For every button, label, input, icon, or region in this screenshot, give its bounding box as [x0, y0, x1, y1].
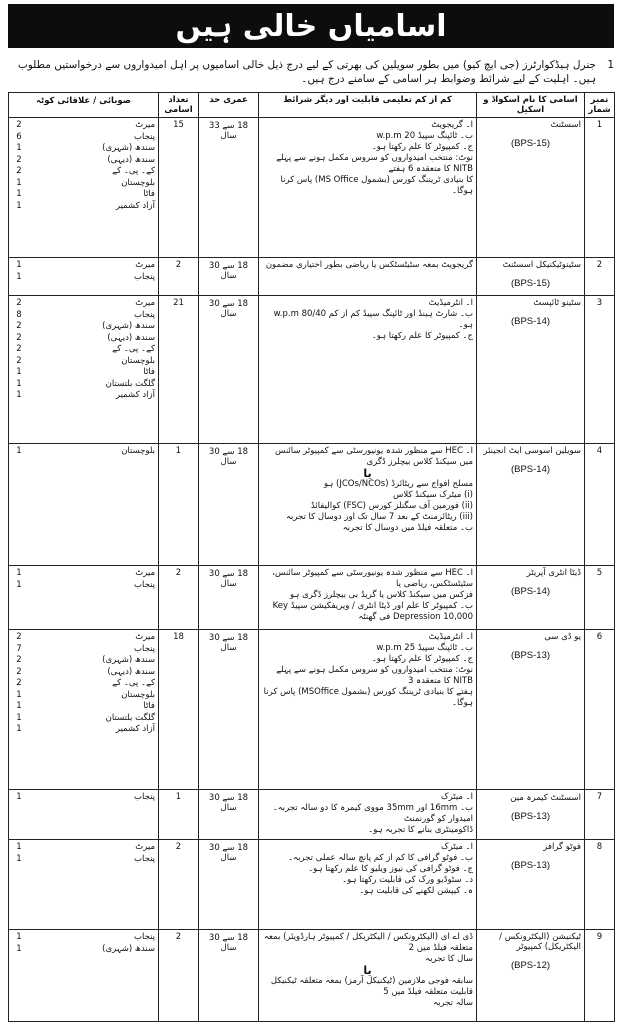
qualification-line: ج۔ کمپیوٹر کا علم رکھتا ہو۔: [371, 142, 473, 152]
quota-region: آزاد کشمیر: [115, 200, 155, 211]
table-row: [9, 296, 615, 444]
quota-count: 2: [16, 332, 22, 343]
quota-count: 1: [16, 271, 22, 282]
quota-region: میرٹ: [135, 632, 155, 642]
quota-item: [12, 944, 155, 956]
quota-count: 7: [16, 643, 22, 654]
quota-count: 2: [16, 154, 22, 165]
table-row: [9, 258, 615, 296]
quota-region: سندھ (شہری): [102, 321, 155, 331]
cell-serial: 1: [585, 118, 615, 258]
qualification-line: ب۔ شارٹ ہینڈ اور ٹائپنگ سپیڈ کم از کم 80/40 w.p.m ہو۔: [273, 309, 473, 330]
header-serial: نمبر شمار: [585, 93, 615, 118]
quota-region: سندھ (دیہی): [107, 332, 155, 343]
quota-item: [12, 667, 155, 679]
cell-serial: 8: [585, 840, 615, 930]
quota-item: [12, 344, 155, 356]
qualification-line: کا بنیادی ٹریننگ کورس (بشمول MS Office) پاس کرنا ہوگا۔: [280, 175, 473, 196]
table-row: [9, 930, 615, 1022]
quota-count: 1: [16, 367, 22, 377]
qualification-line: ب۔ فوٹو گرافی کا کم از کم پانچ سالہ عملی تجربہ۔: [288, 853, 473, 863]
table-row: [9, 566, 615, 630]
cell-count: 15: [159, 118, 199, 258]
quota-item: [12, 189, 155, 201]
post-scale: (BPS-13): [510, 650, 551, 661]
quota-count: 1: [16, 260, 22, 270]
post-name: سٹینو ٹائپسٹ: [533, 298, 581, 308]
quota-item: [12, 260, 155, 272]
quota-count: 1: [16, 932, 22, 942]
quota-region: بلوچستان: [121, 177, 155, 188]
quota-count: 1: [16, 701, 22, 711]
intro-number: 1: [607, 59, 614, 71]
qualification-line: ہ۔ کیپشن لکھنے کی قابلیت ہو۔: [359, 886, 473, 896]
cell-post: [477, 258, 585, 296]
qualification-line: ا۔ انٹرمیڈیٹ: [428, 632, 473, 642]
cell-qualification: [259, 258, 477, 296]
quota-region: پنجاب: [133, 579, 155, 590]
quota-region: میرٹ: [135, 298, 155, 308]
quota-region: گلگت بلتستان: [105, 378, 155, 389]
quota-count: 1: [16, 853, 22, 864]
table-row: [9, 118, 615, 258]
cell-qualification: [259, 930, 477, 1022]
cell-qualification: [259, 444, 477, 566]
quota-count: 1: [16, 842, 22, 852]
intro-text: جنرل ہیڈکوارٹرز (جی ایچ کیو) میں بطور سویلین کی بھرتی کے لیے درج ذیل خالی اسامیوں پر اہل امیدواروں سے درخواستیں مطلوب ہیں۔ اہلیت کے لیے شرائط وضوابط ہر اسامی کے سامنے درج ہیں۔: [17, 59, 596, 85]
quota-item: [12, 321, 155, 333]
header-qualification: کم از کم تعلیمی قابلیت اور دیگر شرائط: [259, 93, 477, 118]
qualification-line: ڈاکومینٹری بنانے کا تجربہ ہو۔: [368, 825, 473, 835]
qualification-line: نوٹ: منتخب امیدواروں کو سروس مکمل ہونے سے پہلے NITB کا منعقدہ 6 ہفتے: [276, 153, 473, 174]
quota-count: 2: [16, 321, 22, 331]
post-name: ٹیکنیشن (الیکٹرونکس / الیکٹریکل) کمپیوٹر: [499, 932, 581, 952]
quota-item: [12, 580, 155, 592]
qualification-line: یا: [363, 467, 372, 480]
quota-count: 8: [16, 309, 22, 320]
cell-count: 2: [159, 930, 199, 1022]
quota-item: [12, 143, 155, 155]
cell-age: 18 سے 30 سال: [199, 258, 259, 296]
table-row: [9, 790, 615, 840]
table-header-row: [9, 93, 615, 118]
qualification-line: ا۔ HEC سے منظور شدہ یونیورسٹی سے کمپیوٹر سائنس، سٹیٹسٹکس، ریاضی یا: [272, 568, 473, 589]
quota-region: کے۔ پی۔ کے: [112, 344, 155, 354]
quota-item: [12, 713, 155, 725]
qualification-line: یا: [363, 964, 372, 977]
post-name: سویلین اسوسی ایٹ انجینئر: [483, 446, 581, 456]
quota-item: [12, 120, 155, 132]
quota-item: [12, 132, 155, 144]
cell-count: 1: [159, 444, 199, 566]
post-scale: (BPS-13): [510, 811, 551, 822]
qualification-line: گریجویٹ بمعہ سٹیٹسٹکس یا ریاضی بطور اختیاری مضمون: [265, 260, 473, 270]
quota-region: پنجاب: [133, 643, 155, 654]
cell-age: 18 سے 33 سال: [199, 118, 259, 258]
qualification-line: سابقہ فوجی ملازمین (ٹیکنیکل آرمز) بمعہ متعلقہ ٹیکنیکل قابلیت متعلقہ فیلڈ میں 5: [270, 976, 473, 997]
cell-qualification: [259, 630, 477, 790]
cell-qualification: [259, 118, 477, 258]
cell-post: [477, 566, 585, 630]
quota-item: [12, 178, 155, 190]
quota-item: [12, 678, 155, 690]
quota-item: [12, 842, 155, 854]
cell-count: 2: [159, 840, 199, 930]
quota-region: بلوچستان: [121, 446, 155, 456]
quota-region: پنجاب: [133, 932, 155, 942]
quota-item: [12, 446, 155, 458]
quota-region: سندھ (شہری): [102, 943, 155, 954]
quota-region: پنجاب: [133, 309, 155, 320]
page-title-banner: [8, 4, 614, 48]
post-name: اسسٹنٹ کیمرہ مین: [510, 793, 581, 803]
qualification-line: ج۔ کمپیوٹر کا علم رکھتا ہو۔: [371, 331, 473, 341]
quota-count: 2: [16, 666, 22, 677]
quota-item: [12, 333, 155, 345]
quota-count: 2: [16, 655, 22, 665]
quota-region: بلوچستان: [121, 355, 155, 366]
quota-count: 1: [16, 446, 22, 456]
quota-count: 1: [16, 712, 22, 723]
cell-qualification: [259, 840, 477, 930]
cell-post: [477, 930, 585, 1022]
qualification-line: فزکس میں سیکنڈ کلاس یا گریڈ بی بیچلرز ڈگری ہو: [290, 590, 473, 600]
quota-item: [12, 655, 155, 667]
header-post: اسامی کا نام اسکواڈ و اسکیل: [477, 93, 585, 118]
quota-count: 2: [16, 355, 22, 366]
post-scale: (BPS-15): [510, 278, 551, 289]
cell-domicile: [9, 930, 159, 1022]
cell-domicile: [9, 790, 159, 840]
cell-post: [477, 118, 585, 258]
table-row: [9, 840, 615, 930]
post-name: سٹینوٹیکنیکل اسسٹنٹ: [502, 260, 581, 270]
quota-count: 1: [16, 943, 22, 954]
cell-post: [477, 444, 585, 566]
quota-count: 1: [16, 390, 22, 400]
qualification-line: (ii) فورمین آف سگنلز کورس (FSC) کوالیفائڈ: [310, 501, 473, 511]
cell-post: [477, 790, 585, 840]
post-scale: (BPS-13): [510, 860, 551, 871]
quota-item: [12, 379, 155, 391]
cell-serial: 4: [585, 444, 615, 566]
quota-region: کے۔ پی۔ کے: [112, 678, 155, 688]
cell-serial: 5: [585, 566, 615, 630]
page-title: اسامیاں خالی ہیں: [175, 8, 447, 44]
cell-domicile: [9, 444, 159, 566]
quota-count: 1: [16, 792, 22, 802]
cell-qualification: [259, 566, 477, 630]
quota-count: 6: [16, 131, 22, 142]
cell-age: 18 سے 30 سال: [199, 630, 259, 790]
post-name: اسسٹنٹ: [550, 120, 581, 130]
quota-region: گلگت بلتستان: [105, 712, 155, 723]
quota-region: میرٹ: [135, 842, 155, 852]
cell-serial: 3: [585, 296, 615, 444]
qualification-line: ا۔ میٹرک: [440, 842, 473, 852]
quota-item: [12, 644, 155, 656]
quota-item: [12, 298, 155, 310]
quota-region: آزاد کشمیر: [115, 390, 155, 400]
quota-region: پنجاب: [133, 131, 155, 142]
qualification-line: ہفتے کا بنیادی ٹریننگ کورس (بشمول MSOffice) پاس کرنا ہوگا۔: [263, 687, 473, 708]
quota-region: پنجاب: [133, 853, 155, 864]
qualification-line: ب۔ متعلقہ فیلڈ میں دوسال کا تجربہ: [342, 523, 473, 533]
quota-count: 2: [16, 120, 22, 130]
header-domicile: صوبائی / علاقائی کوٹہ: [9, 93, 159, 118]
post-scale: (BPS-14): [510, 316, 551, 327]
qualification-line: ا۔ میٹرک: [440, 792, 473, 802]
cell-domicile: [9, 296, 159, 444]
qualification-line: ا۔ گریجویٹ: [431, 120, 473, 130]
qualification-line: ا۔ HEC سے منظور شدہ یونیورسٹی سے کمپیوٹر سائنس میں سیکنڈ کلاس بیچلرز ڈگری: [275, 446, 473, 467]
quota-item: [12, 310, 155, 322]
cell-count: 18: [159, 630, 199, 790]
cell-post: [477, 630, 585, 790]
quota-count: 1: [16, 689, 22, 700]
post-scale: (BPS-12): [510, 960, 551, 971]
quota-region: میرٹ: [135, 120, 155, 130]
quota-item: [12, 568, 155, 580]
quota-region: سندھ (شہری): [102, 655, 155, 665]
quota-count: 1: [16, 177, 22, 188]
quota-item: [12, 272, 155, 284]
quota-region: پنجاب: [133, 271, 155, 282]
quota-item: [12, 390, 155, 402]
post-name: فوٹو گرافر: [543, 842, 581, 852]
quota-region: فاٹا: [143, 189, 155, 199]
cell-domicile: [9, 258, 159, 296]
cell-age: 18 سے 30 سال: [199, 566, 259, 630]
quota-item: [12, 201, 155, 213]
qualification-line: مسلح افواج سے ریٹائرڈ (JCOs/NCOs) ہو: [323, 479, 473, 489]
cell-serial: 6: [585, 630, 615, 790]
qualification-line: ب۔ کمپیوٹر کا علم اور ڈیٹا انٹری / ویریفکیشن سپیڈ Key Depression 10,000 فی گھنٹہ: [272, 601, 473, 622]
post-name: یو ڈی سی: [544, 632, 581, 642]
cell-domicile: [9, 840, 159, 930]
qualification-line: ب۔ ٹائپنگ سپیڈ 25 w.p.m: [376, 643, 473, 653]
quota-region: سندھ (دیہی): [107, 154, 155, 165]
vacancies-table: [8, 92, 615, 1022]
quota-item: [12, 932, 155, 944]
quota-region: آزاد کشمیر: [115, 724, 155, 734]
quota-item: [12, 854, 155, 866]
cell-domicile: [9, 630, 159, 790]
post-scale: (BPS-15): [510, 138, 551, 149]
post-scale: (BPS-14): [510, 586, 551, 597]
qualification-line: د۔ سٹوڈیو ورک کی قابلیت رکھتا ہو۔: [342, 875, 473, 885]
quota-item: [12, 155, 155, 167]
quota-item: [12, 356, 155, 368]
quota-count: 2: [16, 298, 22, 308]
quota-count: 1: [16, 143, 22, 153]
qualification-line: (i) میٹرک سیکنڈ کلاس: [392, 490, 473, 500]
quota-count: 2: [16, 632, 22, 642]
quota-region: سندھ (شہری): [102, 143, 155, 153]
table-row: [9, 444, 615, 566]
quota-item: [12, 701, 155, 713]
cell-serial: 7: [585, 790, 615, 840]
quota-count: 1: [16, 189, 22, 199]
cell-serial: 9: [585, 930, 615, 1022]
qualification-line: ا۔ انٹرمیڈیٹ: [428, 298, 473, 308]
quota-region: میرٹ: [135, 260, 155, 270]
qualification-line: ج۔ فوٹو گرافی کی نیوز ویلیو کا علم رکھتا ہو۔: [308, 864, 473, 874]
quota-region: کے۔ پی۔ کے: [112, 166, 155, 176]
intro-paragraph: [8, 58, 614, 86]
cell-post: [477, 840, 585, 930]
table-row: [9, 630, 615, 790]
qualification-line: ب۔ ٹائپنگ سپیڈ 20 w.p.m: [376, 131, 473, 141]
quota-item: [12, 166, 155, 178]
quota-region: فاٹا: [143, 701, 155, 711]
cell-post: [477, 296, 585, 444]
qualification-line: سال کا تجربہ: [425, 954, 473, 964]
post-scale: (BPS-14): [510, 464, 551, 475]
cell-count: 2: [159, 566, 199, 630]
quota-item: [12, 792, 155, 804]
quota-count: 1: [16, 200, 22, 211]
quota-region: فاٹا: [143, 367, 155, 377]
cell-age: 18 سے 30 سال: [199, 444, 259, 566]
cell-age: 18 سے 30 سال: [199, 296, 259, 444]
qualification-line: ج۔ کمپیوٹر کا علم رکھتا ہو۔: [371, 654, 473, 664]
quota-count: 1: [16, 724, 22, 734]
quota-region: میرٹ: [135, 568, 155, 578]
cell-count: 21: [159, 296, 199, 444]
quota-count: 2: [16, 344, 22, 354]
quota-item: [12, 367, 155, 379]
cell-count: 2: [159, 258, 199, 296]
quota-item: [12, 724, 155, 736]
cell-count: 1: [159, 790, 199, 840]
post-name: ڈیٹا انٹری آپریٹر: [526, 568, 581, 578]
cell-age: 18 سے 30 سال: [199, 790, 259, 840]
quota-count: 2: [16, 678, 22, 688]
header-age: عمری حد: [199, 93, 259, 118]
cell-serial: 2: [585, 258, 615, 296]
quota-item: [12, 632, 155, 644]
qualification-line: سالہ تجربہ: [433, 998, 473, 1008]
quota-region: بلوچستان: [121, 689, 155, 700]
quota-count: 2: [16, 166, 22, 176]
quota-count: 1: [16, 579, 22, 590]
cell-qualification: [259, 790, 477, 840]
cell-domicile: [9, 118, 159, 258]
quota-count: 1: [16, 568, 22, 578]
quota-count: 1: [16, 378, 22, 389]
qualification-line: نوٹ: منتخب امیدواروں کو سروس مکمل ہونے سے پہلے NITB کا منعقدہ 3: [276, 665, 473, 686]
quota-region: سندھ (دیہی): [107, 666, 155, 677]
cell-qualification: [259, 296, 477, 444]
header-count: تعداد اسامی: [159, 93, 199, 118]
qualification-line: ب۔ 16mm اور 35mm مووی کیمرہ کا دو سالہ تجربہ۔ امیدوار کو گورنمنٹ: [272, 803, 473, 824]
cell-age: 18 سے 30 سال: [199, 840, 259, 930]
quota-region: پنجاب: [133, 792, 155, 802]
quota-item: [12, 690, 155, 702]
qualification-line: ڈی اے ای (الیکٹرونکس / الیکٹریکل / کمپیوٹر ہارڈویئر) بمعہ متعلقہ فیلڈ میں 2: [264, 932, 473, 953]
cell-domicile: [9, 566, 159, 630]
cell-age: 18 سے 30 سال: [199, 930, 259, 1022]
qualification-line: (iii) ریٹائرمنٹ کے بعد 7 سال تک اور دوسال کا تجربہ: [285, 512, 473, 522]
